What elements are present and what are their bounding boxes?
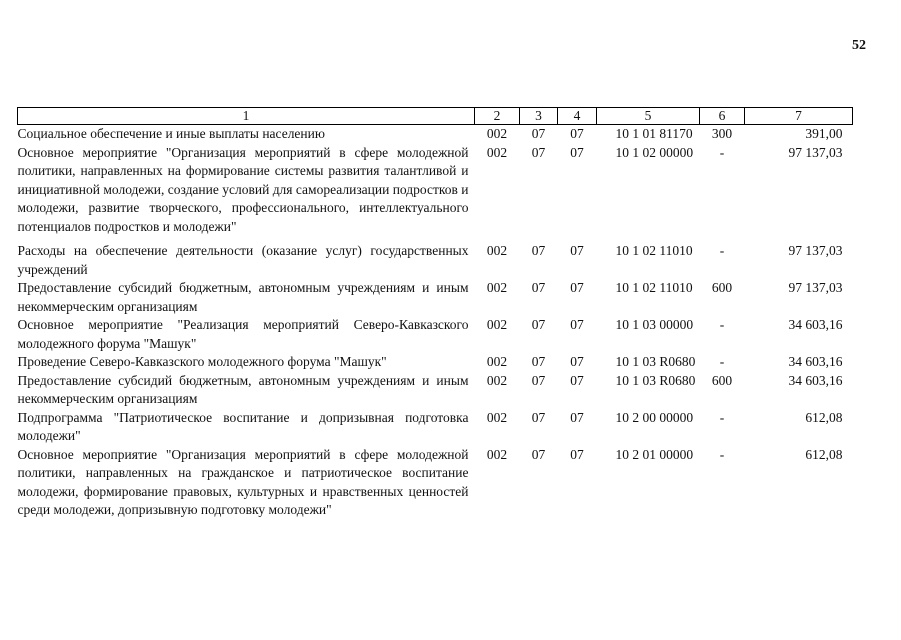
row-name: Основное мероприятие "Реализация мероприятий Северо-Кавказского молодежного форума "Машук"	[17, 317, 469, 351]
row-name: Основное мероприятие "Организация мероприятий в сфере молодежной политики, направленных на формирование системы развития талантливой и инициативной молодежи, создание условий для самореализации подростков и молодежи, развитие творческого, профессионального, интеллектуального потенциалов подростков и молодежи"	[17, 144, 469, 234]
row-name: Социальное обеспечение и иные выплаты населению	[17, 126, 325, 141]
row-name: Основное мероприятие "Организация мероприятий в сфере молодежной политики, направленных на гражданское и патриотическое воспитание молодежи, формирование правовых, культурных и нравственных ценностей среди молодежи, допризывную подготовку молодежи"	[17, 446, 469, 517]
row-col-3: 07	[531, 354, 546, 369]
row-col-4: 07	[570, 372, 584, 388]
row-col-6: -	[719, 354, 725, 369]
table-row	[18, 316, 853, 353]
row-col-7: 97 137,03	[788, 243, 843, 258]
row-col-6: -	[719, 317, 725, 332]
table-row	[18, 125, 853, 144]
table-row	[18, 144, 853, 237]
header-col-1: 1	[18, 108, 475, 125]
table-row	[18, 372, 853, 409]
row-col-6: 600	[711, 280, 733, 295]
row-name: Предоставление субсидий бюджетным, автономным учреждениям и иным некоммерческим организациям	[17, 372, 469, 406]
row-col-7: 97 137,03	[788, 280, 843, 295]
row-col-7: 34 603,16	[788, 317, 843, 332]
table-row	[18, 279, 853, 316]
row-col-6: -	[719, 243, 725, 258]
row-col-4: 07	[570, 280, 584, 295]
row-col-5: 10 1 02 11010	[615, 243, 693, 258]
table-row	[18, 353, 853, 372]
row-col-2: 002	[486, 372, 508, 388]
row-col-4: 07	[570, 126, 584, 141]
header-col-5: 5	[597, 108, 700, 125]
row-col-3: 07	[531, 372, 546, 388]
budget-table	[17, 107, 853, 520]
page-number: 52	[852, 38, 866, 53]
row-col-4: 07	[570, 317, 584, 332]
row-col-3: 07	[531, 409, 546, 425]
row-col-7: 34 603,16	[788, 372, 843, 388]
row-name: Предоставление субсидий бюджетным, автономным учреждениям и иным некоммерческим организациям	[17, 280, 469, 314]
row-name: Подпрограмма "Патриотическое воспитание и допризывная подготовка молодежи"	[17, 409, 469, 443]
row-col-4: 07	[570, 409, 584, 425]
row-col-2: 002	[486, 144, 508, 160]
table-row	[18, 409, 853, 446]
table-row	[18, 446, 853, 520]
header-col-2: 2	[475, 108, 520, 125]
row-col-2: 002	[486, 317, 508, 332]
table-row	[18, 236, 853, 279]
row-col-4: 07	[570, 243, 584, 258]
row-col-2: 002	[486, 409, 508, 425]
row-col-7: 34 603,16	[788, 354, 843, 369]
row-col-6: 600	[711, 372, 733, 388]
row-col-2: 002	[486, 126, 508, 141]
row-col-2: 002	[486, 354, 508, 369]
header-col-3: 3	[520, 108, 558, 125]
row-col-7: 612,08	[805, 409, 843, 425]
row-col-5: 10 2 01 00000	[615, 446, 694, 462]
header-row	[18, 108, 853, 125]
row-col-5: 10 2 00 00000	[615, 409, 694, 425]
row-col-5: 10 1 01 81170	[615, 126, 693, 141]
header-col-4: 4	[558, 108, 597, 125]
row-col-6: -	[719, 409, 725, 425]
row-col-5: 10 1 02 11010	[615, 280, 693, 295]
row-col-5: 10 1 02 00000	[615, 144, 694, 160]
row-col-3: 07	[531, 126, 546, 141]
row-col-7: 97 137,03	[788, 144, 843, 160]
row-col-3: 07	[531, 446, 546, 462]
row-col-3: 07	[531, 144, 546, 160]
row-col-7: 612,08	[805, 446, 843, 462]
row-col-5: 10 1 03 00000	[615, 317, 694, 332]
row-col-6: -	[719, 144, 725, 160]
row-col-3: 07	[531, 280, 546, 295]
row-col-4: 07	[570, 144, 584, 160]
row-name: Расходы на обеспечение деятельности (оказание услуг) государственных учреждений	[17, 243, 469, 277]
row-col-5: 10 1 03 R0680	[615, 372, 696, 388]
row-col-4: 07	[570, 354, 584, 369]
row-col-2: 002	[486, 446, 508, 462]
row-col-3: 07	[531, 317, 546, 332]
row-col-7: 391,00	[805, 126, 843, 141]
row-col-2: 002	[486, 280, 508, 295]
row-col-2: 002	[486, 243, 508, 258]
row-col-3: 07	[531, 243, 546, 258]
row-name: Проведение Северо-Кавказского молодежного форума "Машук"	[17, 354, 387, 369]
header-col-7: 7	[745, 108, 853, 125]
header-col-6: 6	[700, 108, 745, 125]
row-col-4: 07	[570, 446, 584, 462]
row-col-6: 300	[711, 126, 733, 141]
row-col-5: 10 1 03 R0680	[615, 354, 696, 369]
row-col-6: -	[719, 446, 725, 462]
